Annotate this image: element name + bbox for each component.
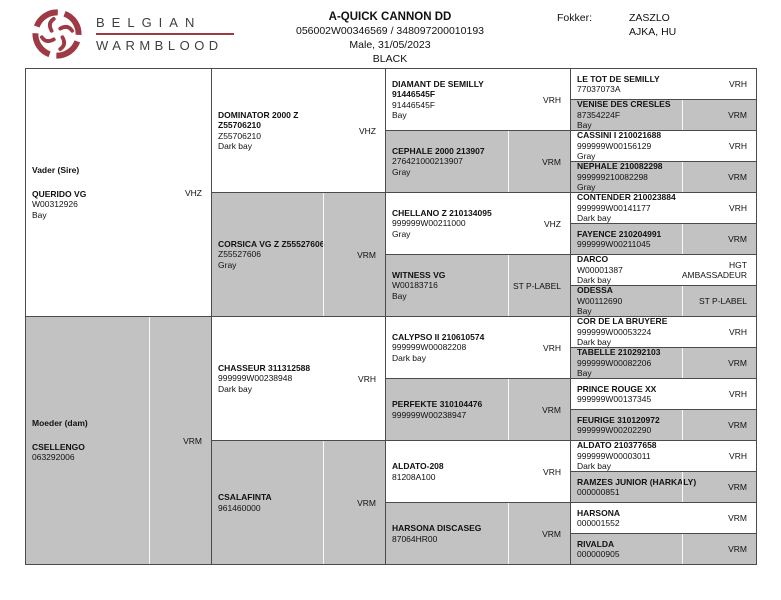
cell-aldato (571, 441, 757, 472)
cell-dominator-2000-z (212, 69, 386, 193)
horse-number: 999999W00137345 (577, 394, 652, 404)
horse-coat: Gray (392, 228, 411, 239)
registry-label: VRH (682, 441, 756, 471)
registry-label: VRH (682, 131, 756, 161)
cell-feurige (571, 410, 757, 441)
registry-label: VHZ (508, 193, 570, 254)
registry-label: VRH (682, 379, 756, 409)
cell-tabelle (571, 348, 757, 379)
studbook-logo (30, 7, 234, 61)
horse-number: W00312926 (32, 199, 78, 209)
horse-number: 000000851 (577, 487, 620, 497)
horse-name: RAMZES JUNIOR (HARKALY) (577, 476, 697, 487)
horse-name: CASSINI I 210021688 (577, 131, 662, 141)
horse-number: 063292006 (32, 452, 75, 463)
horse-coat: Bay (32, 209, 47, 220)
horse-number: W00112690 (577, 295, 623, 306)
coat-color: BLACK (372, 53, 408, 65)
horse-name: CSALAFINTA (218, 492, 272, 502)
horse-name: CONTENDER 210023884 (577, 193, 676, 203)
registry-label: VRM (682, 472, 756, 502)
horse-number: 999999W00003011 (577, 450, 651, 461)
horse-name: HARSONA DISCASEG (392, 523, 482, 533)
horse-number: 999999W00082208 (392, 342, 467, 353)
horse-number-bold: Z55706210 (218, 120, 262, 130)
horse-number: W00183716 (392, 280, 438, 291)
cell-harsona (571, 503, 757, 534)
horse-name: LE TOT DE SEMILLY (577, 73, 660, 84)
cell-witness-vg (386, 255, 571, 317)
registry-label: VRH (682, 317, 756, 347)
cell-cor-de-la-bruyere (571, 317, 757, 348)
horse-name: COR DE LA BRUYERE (577, 317, 668, 327)
cell-chasseur (212, 317, 386, 441)
registry-label: VRH (508, 317, 570, 378)
horse-number: 961460000 (218, 502, 261, 513)
horse-number: 999999W00238948 (218, 373, 293, 384)
header (0, 0, 781, 66)
sex-and-birthdate: Male, 31/05/2023 (349, 39, 431, 51)
registry-label: VRM (508, 131, 570, 192)
cell-le-tot-de-semilly (571, 69, 757, 100)
horse-name: DOMINATOR 2000 Z (218, 109, 299, 120)
horse-name: ODESSA (577, 286, 613, 296)
registry-label: VRM (508, 503, 570, 564)
registry-label: VRM (508, 379, 570, 440)
registry-label: VHZ (323, 69, 385, 192)
registry-label: VRM (682, 410, 756, 440)
registry-label: VRM (323, 441, 385, 564)
horse-number: 999999W00141177 (577, 202, 651, 213)
horse-name: NEPHALE 210082298 (577, 162, 663, 172)
horse-coat: Dark bay (218, 141, 253, 151)
horse-name: ALDATO-208 (392, 461, 444, 471)
horse-name: CORSICA VG Z Z55527606 (218, 238, 325, 249)
horse-name: CALYPSO II 210610574 (392, 331, 485, 342)
cell-fayence (571, 224, 757, 255)
sire-role-label: Vader (Sire) (32, 165, 80, 175)
cell-prince-rouge-xx (571, 379, 757, 410)
horse-name: PRINCE ROUGE XX (577, 383, 657, 394)
horse-coat: Dark bay (577, 461, 612, 472)
logo-wordmark-warmblood: WARMBLOOD (96, 38, 223, 53)
horse-coat: Gray (577, 182, 596, 193)
horse-name: PERFEKTE 310104476 (392, 399, 483, 409)
cell-harsona-discaseg (386, 503, 571, 565)
horse-number-bold: 91446545F (392, 89, 436, 99)
dam-role-label: Moeder (dam) (32, 418, 88, 429)
registry-label: VRH (508, 441, 570, 502)
logo-wordmark (96, 15, 234, 53)
cell-sire-querido-vg (26, 69, 212, 317)
horse-coat: Dark bay (577, 213, 612, 224)
horse-number: 91446545F (392, 99, 436, 110)
horse-number: 999999W00238947 (392, 409, 467, 420)
cell-cephale-2000 (386, 131, 571, 193)
horse-coat: Bay (577, 368, 592, 379)
registry-label: VRM (682, 224, 756, 254)
horse-coat: Dark bay (218, 383, 253, 394)
cell-darco (571, 255, 757, 286)
horse-name: FEURIGE 310120972 (577, 414, 660, 425)
logo-wordmark-belgian: BELGIAN (96, 15, 202, 30)
horse-name: TABELLE 210292103 (577, 348, 661, 358)
registry-label: VRM (682, 348, 756, 378)
horse-coat: Bay (392, 110, 407, 120)
horse-name: WITNESS VG (392, 269, 446, 280)
cell-ramzes-junior (571, 472, 757, 503)
horse-number: 999999W00053224 (577, 326, 652, 337)
horse-identity (245, 10, 535, 66)
cell-rivalda (571, 534, 757, 565)
horse-name: QUERIDO VG (32, 188, 87, 199)
breeder-name: ZASZLO (629, 12, 670, 24)
cell-diamant-de-semilly (386, 69, 571, 131)
cell-venise-des-cresles (571, 100, 757, 131)
cell-perfekte (386, 379, 571, 441)
horse-coat: Bay (577, 120, 592, 131)
registry-label: VRM (149, 317, 211, 564)
registry-label: VHZ (149, 69, 211, 316)
registry-label: ST P-LABEL (508, 255, 570, 316)
breeder-value (629, 11, 676, 39)
cell-corsica-vg-z (212, 193, 386, 317)
registry-label: VRH (682, 193, 756, 223)
horse-number: 87064HR00 (392, 533, 438, 544)
bwp-logo-icon (30, 7, 84, 61)
horse-coat: Dark bay (577, 337, 612, 348)
registry-label: VRH (508, 69, 570, 130)
horse-number: 999999W00211000 (392, 218, 466, 229)
horse-name: CEPHALE 2000 213907 (392, 145, 485, 156)
horse-number: 999999210082298 (577, 171, 648, 182)
horse-coat: Gray (392, 166, 411, 177)
cell-odessa (571, 286, 757, 317)
registry-label: ST P-LABEL (682, 286, 756, 316)
registry-label: VRM (682, 162, 756, 192)
breeder-info (557, 11, 676, 39)
horse-number: Z55706210 (218, 130, 262, 141)
cell-aldato-208 (386, 441, 571, 503)
cell-cassini-i (571, 131, 757, 162)
registration-numbers: 056002W00346569 / 348097200010193 (295, 25, 484, 37)
horse-coat: Dark bay (392, 352, 427, 363)
horse-number: 87354224F (577, 109, 621, 120)
horse-name: CHASSEUR 311312588 (218, 362, 311, 373)
horse-number: Z55527606 (218, 249, 262, 260)
horse-number: 276421000213907 (392, 156, 463, 167)
horse-coat: Bay (392, 290, 407, 301)
cell-calypso-ii (386, 317, 571, 379)
horse-number: 999999W00156129 (577, 140, 652, 151)
horse-name: RIVALDA (577, 538, 615, 549)
registry-label: VRM (682, 534, 756, 564)
registry-label: VRH (323, 317, 385, 440)
cell-nephale (571, 162, 757, 193)
breeder-location: AJKA, HU (629, 26, 677, 38)
horse-number: 000001552 (577, 518, 620, 528)
horse-name: DARCO (577, 255, 609, 265)
horse-number: 999999W00202290 (577, 425, 652, 435)
horse-number: 81208A100 (392, 471, 436, 482)
horse-name: CHELLANO Z 210134095 (392, 207, 492, 218)
horse-coat: Bay (577, 306, 592, 317)
registry-label: HGT AMBASSADEUR (682, 255, 756, 285)
horse-name: VENISE DES CRESLES (577, 100, 671, 110)
pedigree-table (25, 68, 757, 565)
registry-label: VRM (682, 100, 756, 130)
horse-number: 999999W00082206 (577, 357, 652, 368)
horse-coat: Dark bay (577, 275, 612, 286)
registry-label: VRM (682, 503, 756, 533)
logo-divider (96, 33, 234, 35)
horse-name: ALDATO 210377658 (577, 441, 657, 451)
registry-label: VRM (323, 193, 385, 316)
registry-label: VRH (682, 69, 756, 99)
horse-name: FAYENCE 210204991 (577, 228, 662, 239)
horse-number: W00001387 (577, 264, 623, 275)
horse-name-title: A-QUICK CANNON DD (328, 11, 452, 23)
cell-chellano-z (386, 193, 571, 255)
cell-dam-csellengo (26, 317, 212, 565)
cell-contender (571, 193, 757, 224)
horse-name: HARSONA (577, 507, 620, 518)
horse-name: DIAMANT DE SEMILLY (392, 78, 484, 89)
horse-name: CSELLENGO (32, 441, 85, 452)
breeder-label: Fokker: (557, 12, 593, 24)
horse-coat: Gray (577, 151, 596, 162)
cell-csalafinta (212, 441, 386, 565)
horse-number: 999999W00211045 (577, 239, 651, 249)
horse-number: 000000905 (577, 549, 620, 559)
horse-number: 77037073A (577, 84, 621, 94)
horse-coat: Gray (218, 259, 237, 270)
